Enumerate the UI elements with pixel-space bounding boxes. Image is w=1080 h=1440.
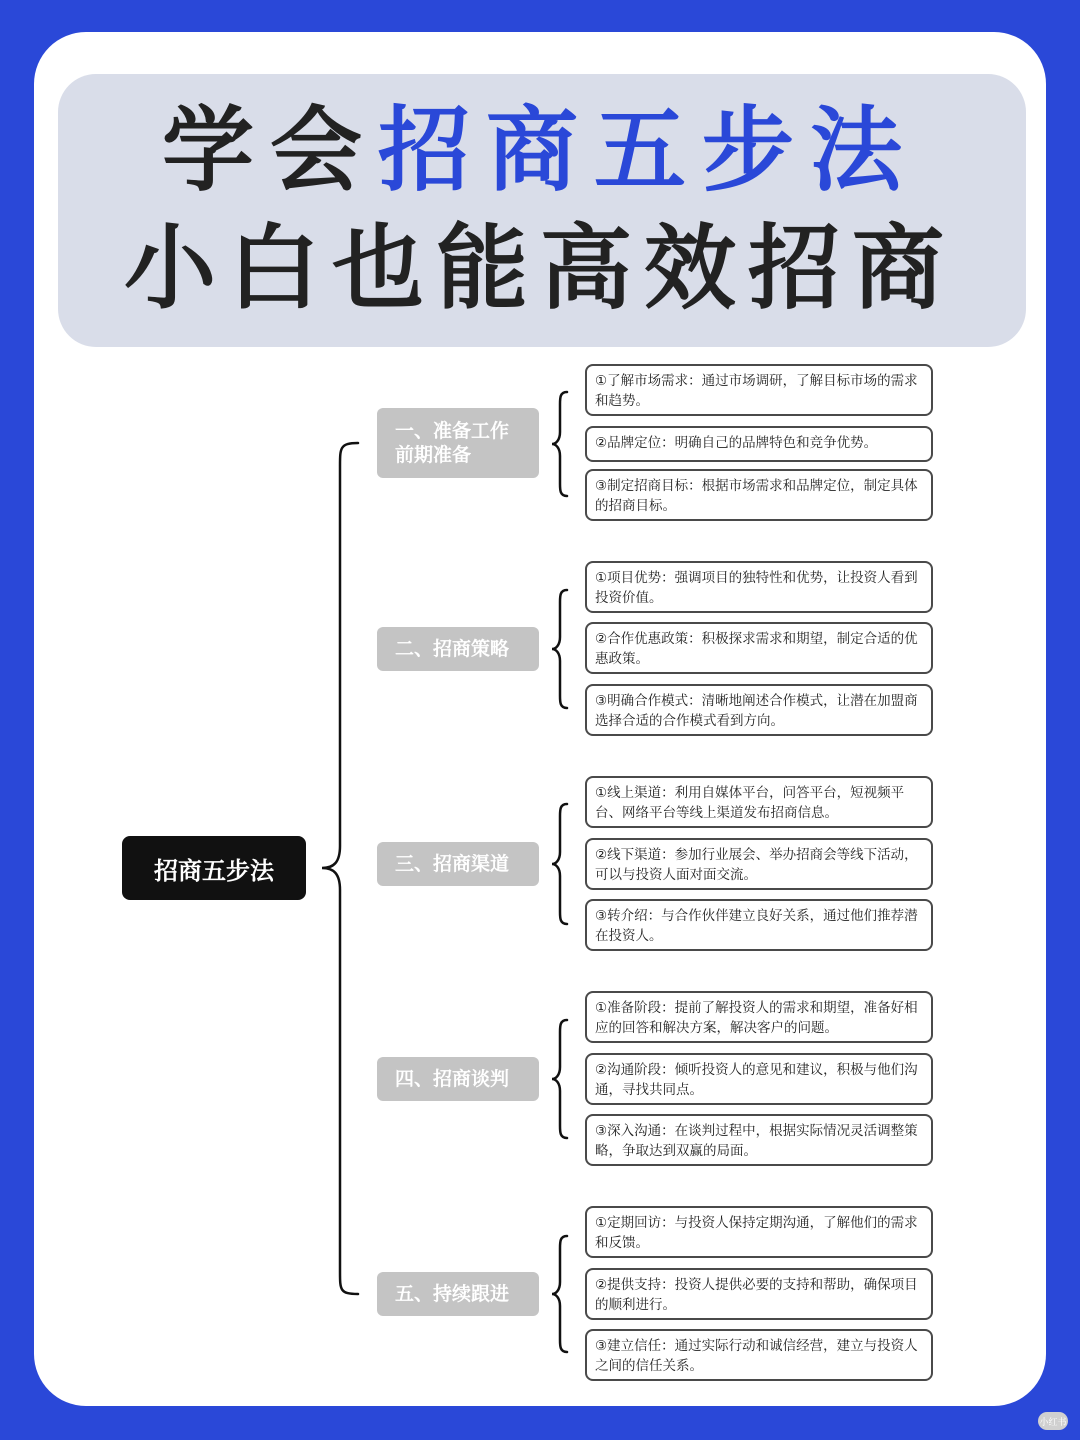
step-1-label-line2: 前期准备 bbox=[395, 444, 472, 466]
step-node-4: 四、招商谈判 bbox=[377, 1057, 539, 1101]
main-brace bbox=[322, 443, 358, 1294]
step-1-item-2: ②品牌定位：明确自己的品牌特色和竞争优势。 bbox=[585, 426, 933, 462]
title-prefix: 学会 bbox=[161, 97, 378, 204]
step-5-item-1: ①定期回访：与投资人保持定期沟通，了解他们的需求和反馈。 bbox=[585, 1206, 933, 1258]
step-3-brace bbox=[552, 804, 567, 924]
watermark-logo: 小红书 bbox=[1038, 1412, 1068, 1430]
step-4-item-1: ①准备阶段：提前了解投资人的需求和期望，准备好相应的回答和解决方案，解决客户的问题。 bbox=[585, 991, 933, 1043]
step-3-item-3: ③转介绍：与合作伙伴建立良好关系，通过他们推荐潜在投资人。 bbox=[585, 899, 933, 951]
step-3-item-1: ①线上渠道：利用自媒体平台，问答平台，短视频平台、网络平台等线上渠道发布招商信息。 bbox=[585, 776, 933, 828]
step-node-2: 二、招商策略 bbox=[377, 627, 539, 671]
step-4-item-3: ③深入沟通：在谈判过程中，根据实际情况灵活调整策略，争取达到双赢的局面。 bbox=[585, 1114, 933, 1166]
step-5-brace bbox=[552, 1236, 567, 1352]
step-3-item-2: ②线下渠道：参加行业展会、举办招商会等线下活动，可以与投资人面对面交流。 bbox=[585, 838, 933, 890]
step-node-3: 三、招商渠道 bbox=[377, 842, 539, 886]
title-highlight: 招商五步法 bbox=[378, 97, 919, 204]
step-4-item-2: ②沟通阶段：倾听投资人的意见和建议，积极与他们沟通，寻找共同点。 bbox=[585, 1053, 933, 1105]
step-5-item-2: ②提供支持：投资人提供必要的支持和帮助，确保项目的顺利进行。 bbox=[585, 1268, 933, 1320]
step-1-item-1: ①了解市场需求：通过市场调研，了解目标市场的需求和趋势。 bbox=[585, 364, 933, 416]
step-5-item-3: ③建立信任：通过实际行动和诚信经营，建立与投资人之间的信任关系。 bbox=[585, 1329, 933, 1381]
root-node: 招商五步法 bbox=[122, 836, 306, 900]
step-1-item-3: ③制定招商目标：根据市场需求和品牌定位，制定具体的招商目标。 bbox=[585, 469, 933, 521]
step-2-item-1: ①项目优势：强调项目的独特性和优势，让投资人看到投资价值。 bbox=[585, 561, 933, 613]
step-node-1 bbox=[377, 408, 539, 478]
step-2-brace bbox=[552, 590, 567, 708]
step-4-brace bbox=[552, 1020, 567, 1138]
step-1-label-line1: 一、准备工作 bbox=[395, 420, 510, 442]
title-line-2: 小白也能高效招商 bbox=[123, 215, 956, 322]
step-2-item-2: ②合作优惠政策：积极探求需求和期望，制定合适的优惠政策。 bbox=[585, 622, 933, 674]
step-node-5: 五、持续跟进 bbox=[377, 1272, 539, 1316]
step-2-item-3: ③明确合作模式：清晰地阐述合作模式，让潜在加盟商选择合适的合作模式看到方向。 bbox=[585, 684, 933, 736]
step-1-brace bbox=[552, 392, 567, 496]
